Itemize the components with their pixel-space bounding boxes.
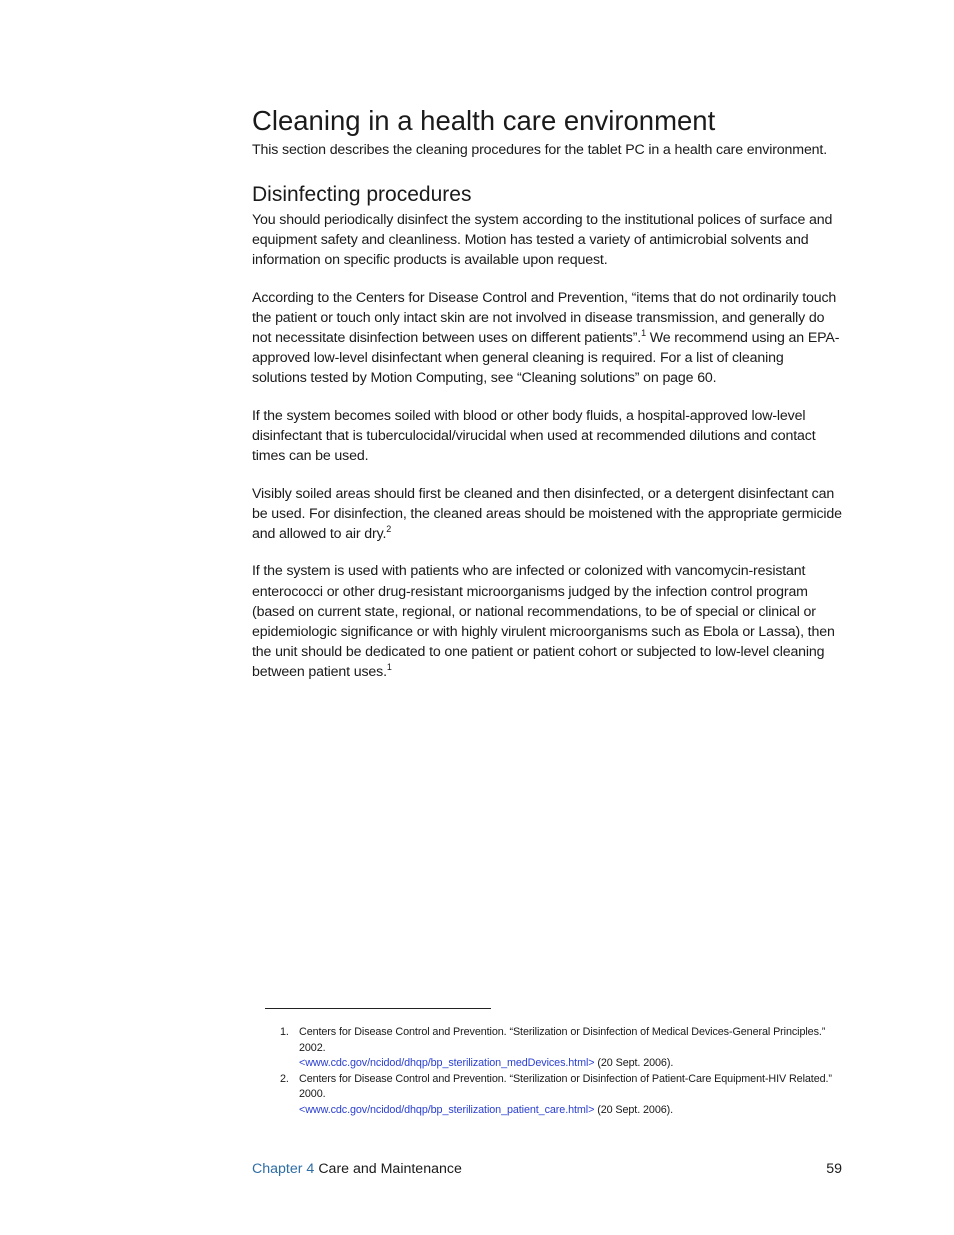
page-footer <box>252 1161 842 1181</box>
footnote-link[interactable]: <www.cdc.gov/ncidod/dhqp/bp_sterilization_medDevices.html> <box>299 1057 595 1070</box>
footnote-date: (20 Sept. 2006). <box>594 1057 674 1070</box>
paragraph-3: If the system becomes soiled with blood or other body fluids, a hospital-approved low-level disinfectant that is tuberculocidal/virucidal when used at recommended dilutions and contact times can be used. <box>252 407 816 465</box>
paragraph-4-text: Visibly soiled areas should first be cleaned and then disinfected, or a detergent disinfectant can be used. For disinfection, the cleaned areas should be moistened with the appropriate germicide and allowed to air dry. <box>252 485 842 542</box>
paragraph-5 <box>252 561 842 682</box>
page-content <box>252 104 842 682</box>
footnote-link[interactable]: <www.cdc.gov/ncidod/dhqp/bp_sterilization_patient_care.html> <box>299 1103 595 1116</box>
footnote-citation: Centers for Disease Control and Prevention. “Sterilization or Disinfection of Patient-Care Equipment-HIV Related.” 2000. <box>299 1072 832 1101</box>
page-title: Cleaning in a health care environment <box>252 105 716 136</box>
footnote-item <box>280 1072 840 1119</box>
footnotes-list <box>280 1025 840 1119</box>
intro-paragraph: This section describes the cleaning procedures for the tablet PC in a health care environment. <box>252 142 828 158</box>
footnote-item <box>280 1025 840 1072</box>
footnote-ref-1b[interactable]: 1 <box>386 661 392 672</box>
paragraph-4 <box>252 484 842 544</box>
disinfecting-section <box>252 182 842 682</box>
paragraph-2 <box>252 288 842 388</box>
footnote-ref-2[interactable]: 2 <box>386 523 392 534</box>
paragraph-1: You should periodically disinfect the system according to the institutional polices of surface and equipment safety and cleanliness. Motion has tested a variety of antimicrobial solvents and information on specific products is available upon request. <box>252 212 833 269</box>
paragraph-5-text: If the system is used with patients who are infected or colonized with vancomycin-resistant enterococci or other drug-resistant microorganisms judged by the infection control program (based on current state, regional, or national recommendations, to be of special or clinical or epidemiologic significance or with highly virulent microorganisms such as Ebola or Lassa), then the unit should be dedicated to one patient or patient cohort or subjected to low-level cleaning between patient uses. <box>252 563 835 680</box>
footer-chapter-label: Chapter 4 <box>252 1161 315 1177</box>
section-heading: Disinfecting procedures <box>252 183 472 207</box>
page-number: 59 <box>826 1161 842 1177</box>
footnote-date: (20 Sept. 2006). <box>594 1103 674 1116</box>
section-body <box>252 210 842 682</box>
footer-chapter-title: Care and Maintenance <box>318 1161 462 1177</box>
footnote-ref-1[interactable]: 1 <box>641 328 646 339</box>
paragraph-2-text-a: According to the Centers for Disease Control and Prevention, “items that do not ordinarily touch the patient or touch only intact skin are not involved in disease transmission, and generally do not necessitate disinfection between uses on different patients”. <box>252 289 837 347</box>
paragraph-2-text-b: We recommend using an EPA-approved low-level disinfectant when general cleaning is required. For a list of cleaning solutions tested by Motion Computing, see “Cleaning solutions” on page 60. <box>252 330 840 387</box>
footnote-number: 1. <box>280 1026 289 1038</box>
footnote-number: 2. <box>280 1072 289 1085</box>
footnote-divider <box>265 1008 491 1009</box>
footnote-citation: Centers for Disease Control and Prevention. “Sterilization or Disinfection of Medical Devices-General Principles.” 2002. <box>299 1026 826 1054</box>
